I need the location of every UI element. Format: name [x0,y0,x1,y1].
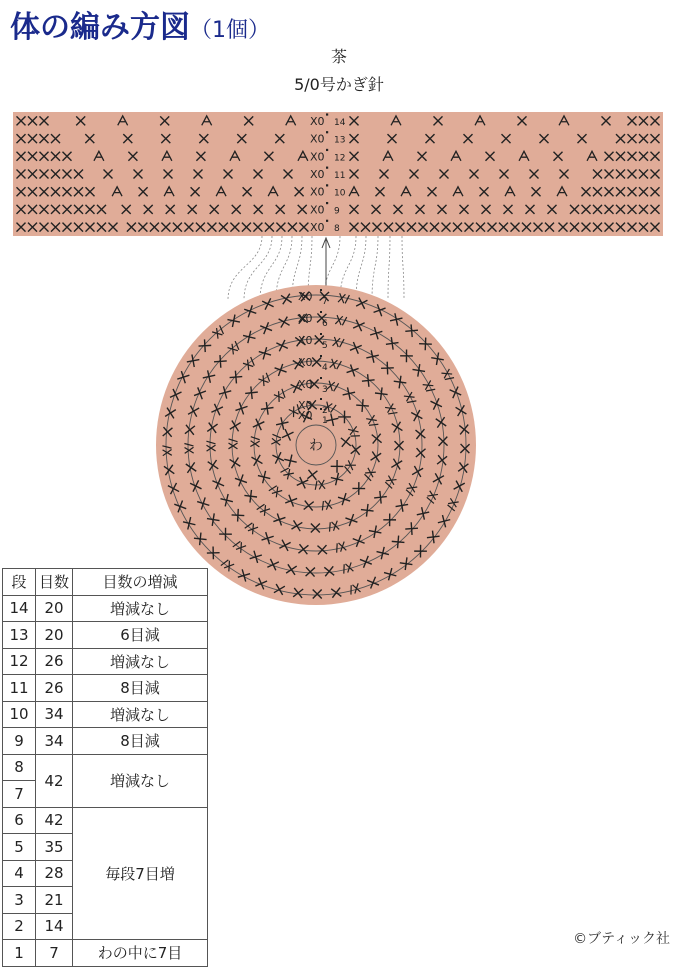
connector-line [356,236,366,300]
band-row-number: 10 [334,188,346,199]
table-header-row [3,569,208,596]
round-center-marker: X0 [298,290,313,303]
title-main: 体の編み方図 [10,10,190,45]
stitch-count: 34 [36,701,73,728]
row-number: 1 [3,940,36,967]
row-number: 13 [3,622,36,649]
round-start-dot [320,377,322,379]
connector-line [388,236,390,300]
stitch-count: 7 [36,940,73,967]
stitch-change: 8目減 [73,728,208,755]
band-row-number: 14 [334,117,346,128]
round-center-marker: X0 [298,312,313,325]
stitch-count: 35 [36,834,73,861]
stitch-change: わの中に7目 [73,940,208,967]
stitch-change: 増減なし [73,701,208,728]
round-center-marker: X0 [298,378,313,391]
center-marker-label: X0 [310,114,325,128]
header-stitches: 目数 [36,569,73,596]
stitch-count: 42 [36,807,73,834]
row-number: 6 [3,807,36,834]
band-row-number: 11 [334,171,346,181]
round-number: 5 [322,341,328,351]
row-start-dot [326,167,328,169]
round-center-marker: X0 [298,409,313,422]
row-number: 10 [3,701,36,728]
copyright-notice: ©ブティック社 [573,931,670,947]
round-center-marker: X0 [298,334,313,347]
stitch-change: 増減なし [73,595,208,622]
table-row [3,754,208,781]
header-change: 目数の増減 [73,569,208,596]
round-center-marker: X0 [298,399,313,412]
row-start-dot [326,220,328,222]
stitch-count: 28 [36,860,73,887]
row-start-dot [326,131,328,133]
header-row: 段 [3,569,36,596]
row-number: 2 [3,913,36,940]
round-number: 1 [322,416,328,426]
band-row-number: 12 [334,153,346,164]
hook-size-label: 5/0号かぎ針 [294,75,384,94]
title-count: （1個） [190,18,270,43]
round-center-marker: X0 [298,356,313,369]
row-start-dot [326,184,328,186]
table-row [3,728,208,755]
stitch-change: 増減なし [73,648,208,675]
row-number: 4 [3,860,36,887]
stitch-count: 26 [36,648,73,675]
stitch-change: 毎段7目増 [73,807,208,940]
table-row [3,940,208,967]
row-number: 8 [3,754,36,781]
round-start-dot [320,355,322,357]
round-number: 7 [322,297,328,307]
round-start-dot [320,398,322,400]
stitch-count: 21 [36,887,73,914]
stitch-count: 26 [36,675,73,702]
band-row-number: 9 [334,206,340,217]
connector-line [372,236,378,300]
stitch-count: 42 [36,754,73,807]
row-number: 11 [3,675,36,702]
round-start-dot [320,289,322,291]
band-row-number: 13 [334,135,346,146]
stitch-count: 20 [36,595,73,622]
table-row [3,807,208,834]
round-start-dot [320,333,322,335]
base-circle-chart [156,285,476,605]
row-number: 7 [3,781,36,808]
row-number: 5 [3,834,36,861]
table-row [3,595,208,622]
center-marker-label: X0 [310,168,325,181]
connector-line [402,236,404,300]
stitch-count-table [2,568,208,967]
center-marker-label: X0 [310,221,325,235]
stitch-count: 20 [36,622,73,649]
row-start-dot [326,149,328,151]
row-number: 14 [3,595,36,622]
body-band-chart [13,112,663,236]
center-marker-label: X0 [310,150,325,164]
center-marker-label: X0 [310,185,325,199]
center-marker-label: X0 [310,132,325,146]
connector-line [244,236,272,300]
round-number: 6 [322,319,328,329]
stitch-count: 14 [36,913,73,940]
band-row-number: 8 [334,224,340,235]
row-number: 9 [3,728,36,755]
yarn-color-label: 茶 [330,47,347,66]
table-row [3,648,208,675]
round-start-dot [320,311,322,313]
stitch-count: 34 [36,728,73,755]
row-number: 3 [3,887,36,914]
table-row [3,675,208,702]
table-row [3,701,208,728]
stitch-change: 6目減 [73,622,208,649]
round-number: 2 [322,406,328,416]
row-number: 12 [3,648,36,675]
stitch-change: 増減なし [73,754,208,807]
row-start-dot [326,202,328,204]
table-row [3,622,208,649]
round-number: 3 [322,385,328,395]
row-start-dot [326,113,328,115]
magic-ring-label: わ [309,438,323,454]
stitch-change: 8目減 [73,675,208,702]
round-number: 4 [322,363,328,373]
center-marker-label: X0 [310,203,325,217]
